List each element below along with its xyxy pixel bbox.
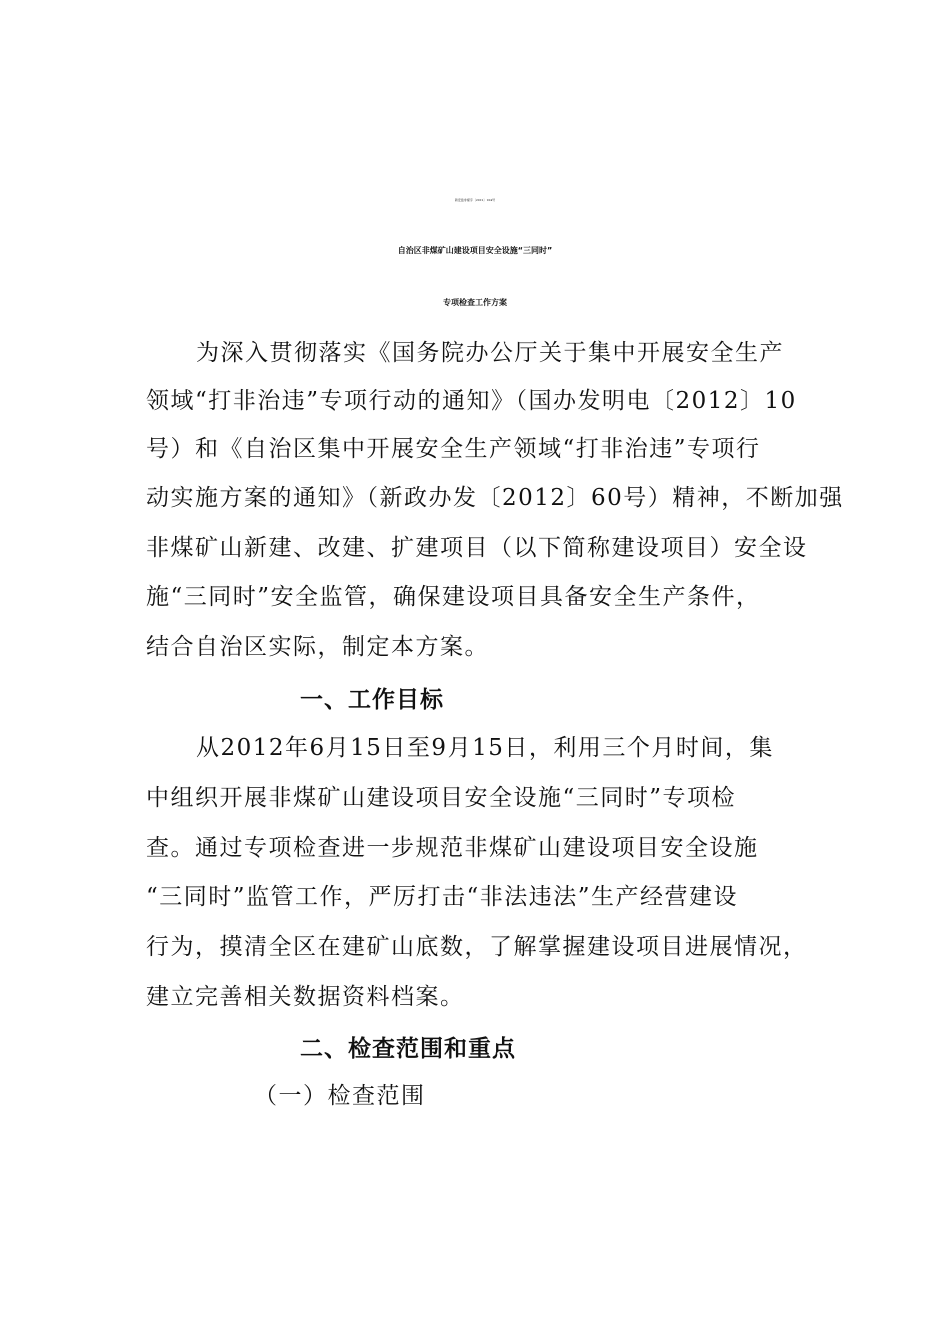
paragraph-line: 查。通过专项检查进一步规范非煤矿山建设项目安全设施 — [146, 835, 759, 861]
paragraph-line: 领域“打非治违”专项行动的通知》（国办发明电〔2012〕10 — [146, 388, 797, 414]
section-heading-scope: 二、检查范围和重点 — [300, 1036, 516, 1062]
paragraph-line: 行为，摸清全区在建矿山底数，了解掌握建设项目进展情况， — [146, 934, 808, 960]
document-title-line-1: 自治区非煤矿山建设项目安全设施“三同时” — [397, 246, 553, 255]
paragraph-line: “三同时”监管工作，严厉打击“非法违法”生产经营建设 — [146, 884, 739, 910]
subsection-heading-scope: （一）检查范围 — [254, 1083, 426, 1109]
paragraph-line: 为深入贯彻落实《国务院办公厅关于集中开展安全生产 — [196, 340, 784, 366]
section-heading-goals: 一、工作目标 — [300, 687, 444, 713]
paragraph-line: 建立完善相关数据资料档案。 — [146, 984, 465, 1010]
paragraph-line: 施“三同时”安全监管，确保建设项目具备安全生产条件， — [146, 584, 761, 610]
paragraph-line: 号）和《自治区集中开展安全生产领域“打非治违”专项行 — [146, 436, 761, 462]
paragraph-line: 中组织开展非煤矿山建设项目安全设施“三同时”专项检 — [146, 785, 737, 811]
document-number: 新安监非煤字〔2012〕104号 — [454, 198, 496, 202]
paragraph-line: 从2012年6月15日至9月15日，利用三个月时间，集 — [196, 735, 774, 761]
paragraph-line: 非煤矿山新建、改建、扩建项目（以下简称建设项目）安全设 — [146, 535, 808, 561]
document-title-line-2: 专项检查工作方案 — [443, 298, 507, 307]
paragraph-line: 结合自治区实际，制定本方案。 — [146, 634, 489, 660]
paragraph-line: 动实施方案的通知》（新政办发〔2012〕60号）精神，不断加强 — [146, 485, 844, 511]
